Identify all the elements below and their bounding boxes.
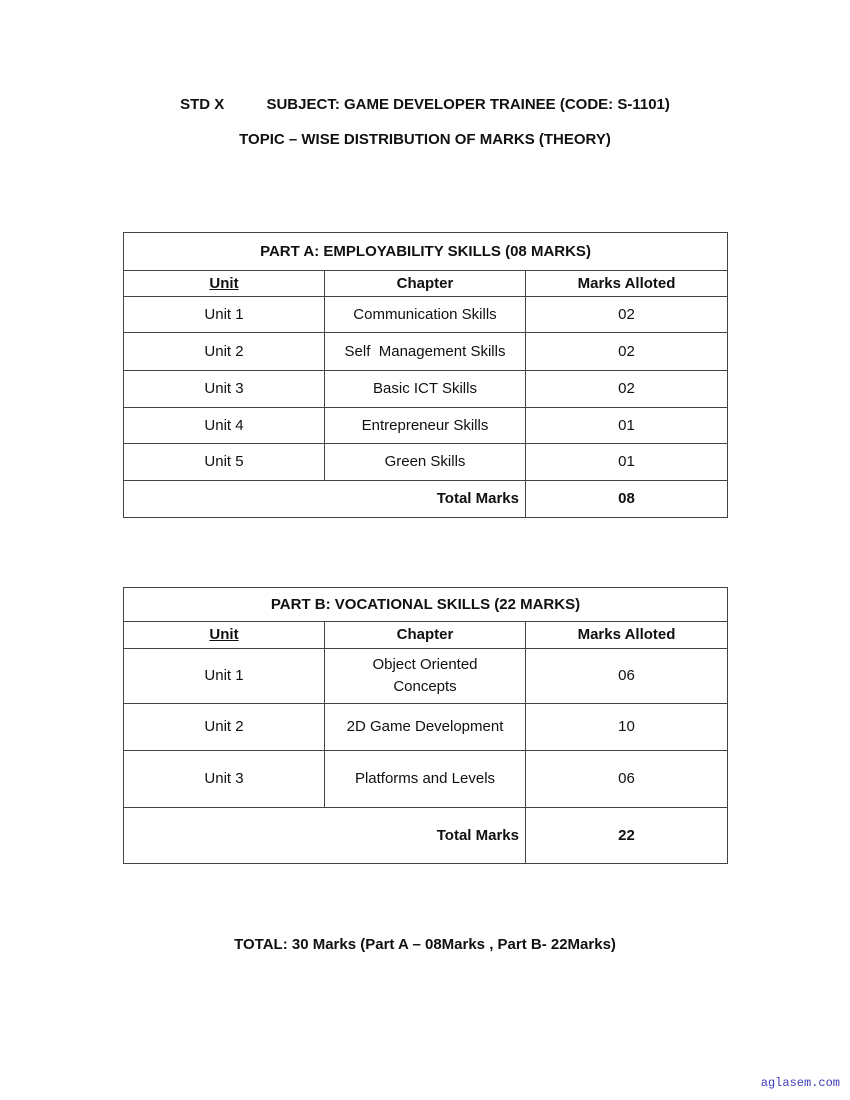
marks-cell: 01 xyxy=(526,408,728,444)
table-row xyxy=(124,649,728,704)
total-row xyxy=(124,808,728,864)
chapter-cell: 2D Game Development xyxy=(325,704,526,751)
chapter-cell: Entrepreneur Skills xyxy=(325,408,526,444)
part-a-table xyxy=(123,232,728,518)
unit-cell: Unit 3 xyxy=(124,371,325,408)
marks-cell: 02 xyxy=(526,371,728,408)
chapter-cell: Basic ICT Skills xyxy=(325,371,526,408)
table-row xyxy=(124,297,728,333)
column-header-marks: Marks Alloted xyxy=(526,622,728,649)
total-label: Total Marks xyxy=(124,481,526,518)
chapter-cell: Self Management Skills xyxy=(325,333,526,371)
table-row xyxy=(124,444,728,481)
chapter-cell: Communication Skills xyxy=(325,297,526,333)
column-header-chapter: Chapter xyxy=(325,271,526,297)
unit-cell: Unit 1 xyxy=(124,297,325,333)
marks-cell: 06 xyxy=(526,649,728,704)
chapter-cell: Object Oriented Concepts xyxy=(325,649,526,704)
part-a-title: PART A: EMPLOYABILITY SKILLS (08 MARKS) xyxy=(124,233,728,271)
column-header-marks: Marks Alloted xyxy=(526,271,728,297)
column-header-unit: Unit xyxy=(124,271,325,297)
unit-cell: Unit 5 xyxy=(124,444,325,481)
column-header-chapter: Chapter xyxy=(325,622,526,649)
table-row xyxy=(124,751,728,808)
watermark-link[interactable]: aglasem.com xyxy=(760,1076,840,1090)
subject-label: SUBJECT: GAME DEVELOPER TRAINEE (CODE: S-1101) xyxy=(266,96,670,113)
table-row xyxy=(124,333,728,371)
document-header xyxy=(0,96,850,113)
marks-cell: 10 xyxy=(526,704,728,751)
table-row xyxy=(124,704,728,751)
marks-cell: 02 xyxy=(526,333,728,371)
topic-heading: TOPIC – WISE DISTRIBUTION OF MARKS (THEORY) xyxy=(239,131,611,148)
chapter-cell: Platforms and Levels xyxy=(325,751,526,808)
unit-cell: Unit 2 xyxy=(124,333,325,371)
marks-cell: 02 xyxy=(526,297,728,333)
unit-cell: Unit 2 xyxy=(124,704,325,751)
marks-cell: 06 xyxy=(526,751,728,808)
unit-cell: Unit 3 xyxy=(124,751,325,808)
unit-cell: Unit 1 xyxy=(124,649,325,704)
table-row xyxy=(124,371,728,408)
total-label: Total Marks xyxy=(124,808,526,864)
total-row xyxy=(124,481,728,518)
part-b-title: PART B: VOCATIONAL SKILLS (22 MARKS) xyxy=(124,588,728,622)
column-header-unit: Unit xyxy=(124,622,325,649)
grand-total: TOTAL: 30 Marks (Part A – 08Marks , Part B- 22Marks) xyxy=(234,936,616,953)
marks-cell: 01 xyxy=(526,444,728,481)
unit-cell: Unit 4 xyxy=(124,408,325,444)
total-value: 08 xyxy=(526,481,728,518)
total-value: 22 xyxy=(526,808,728,864)
chapter-cell: Green Skills xyxy=(325,444,526,481)
table-row xyxy=(124,408,728,444)
std-label: STD X xyxy=(180,96,225,113)
part-b-table xyxy=(123,587,728,864)
